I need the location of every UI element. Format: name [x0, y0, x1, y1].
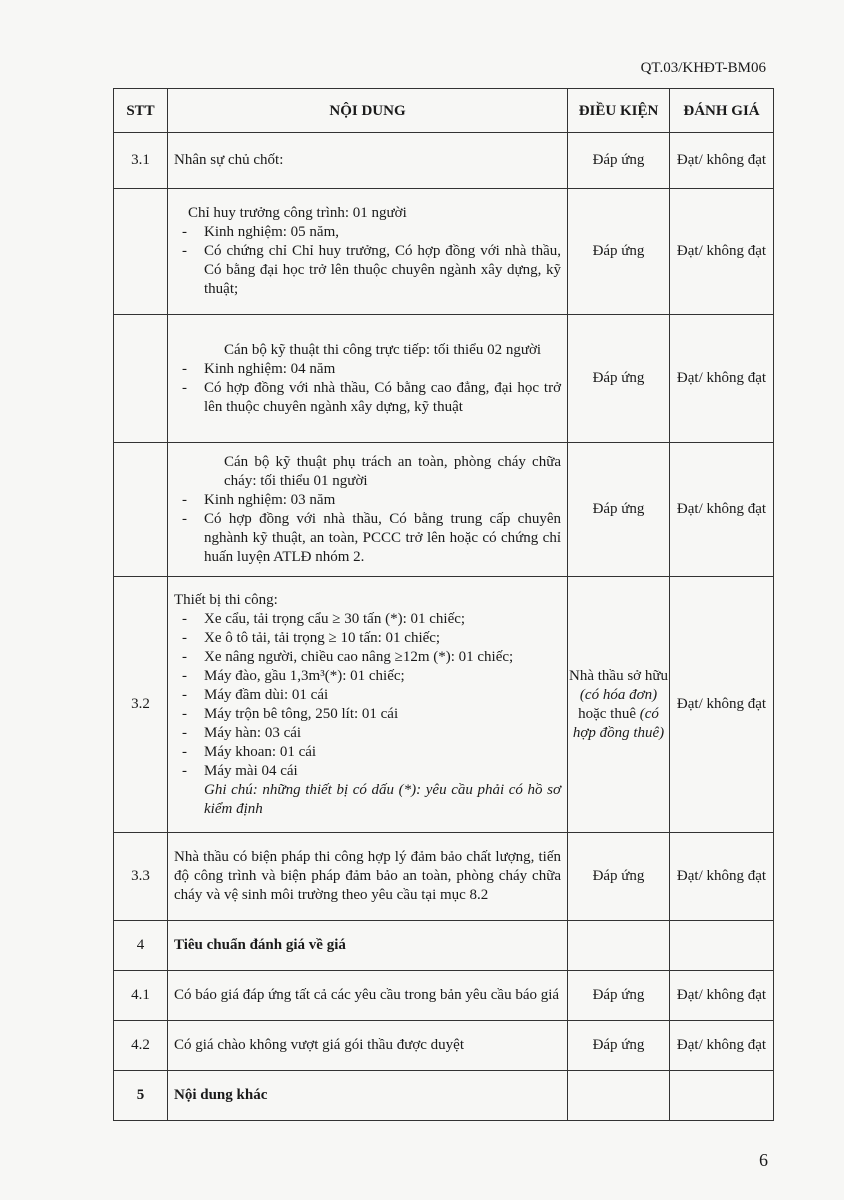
row-lead: Thiết bị thi công: [174, 591, 278, 608]
list-item: - Xe ô tô tải, tải trọng ≥ 10 tấn: 01 chiếc; [204, 629, 561, 648]
item-list [174, 223, 561, 299]
list-item: - Có chứng chỉ Chỉ huy trưởng, Có hợp đồng với nhà thầu, Có bằng đại học trở lên thuộc chuyên ngành xây dựng, kỹ thuật; [204, 242, 561, 299]
row-content [168, 1071, 568, 1121]
row-stt: 5 [114, 1071, 168, 1121]
table-row [114, 1021, 774, 1071]
row-lead: Cán bộ kỹ thuật thi công trực tiếp: tối thiểu 02 người [224, 341, 542, 358]
row-content [168, 921, 568, 971]
row-condition: Đáp ứng [568, 971, 670, 1021]
list-item: - Xe nâng người, chiều cao nâng ≥12m (*): 01 chiếc; [204, 648, 561, 667]
row-evaluation: Đạt/ không đạt [670, 133, 774, 189]
row-evaluation: Đạt/ không đạt [670, 443, 774, 577]
row-condition [568, 921, 670, 971]
row-stt: 4.2 [114, 1021, 168, 1071]
document-code: QT.03/KHĐT-BM06 [640, 60, 766, 76]
list-item: - Máy hàn: 03 cái [204, 724, 561, 743]
row-stt [114, 315, 168, 443]
table-row [114, 189, 774, 315]
list-item: - Máy đào, gầu 1,3m³(*): 01 chiếc; [204, 667, 561, 686]
condition-owned: Nhà thầu sở hữu [569, 667, 668, 684]
row-evaluation: Đạt/ không đạt [670, 189, 774, 315]
row-content [168, 315, 568, 443]
section-title: Nội dung khác [174, 1087, 268, 1103]
row-lead: Có báo giá đáp ứng tất cả các yêu cầu trong bản yêu cầu báo giá [174, 987, 560, 1003]
row-content [168, 189, 568, 315]
row-condition [568, 1071, 670, 1121]
list-item: - Máy trộn bê tông, 250 lít: 01 cái [204, 705, 561, 724]
condition-invoice: (có hóa đơn) [579, 686, 658, 703]
list-item: - Máy mài 04 cái [204, 762, 561, 781]
row-condition: Đáp ứng [568, 189, 670, 315]
table-row [114, 443, 774, 577]
row-lead: Có giá chào không vượt giá gói thầu được duyệt [174, 1037, 464, 1053]
row-stt: 4 [114, 921, 168, 971]
table-row [114, 1071, 774, 1121]
header-content: NỘI DUNG [168, 89, 568, 133]
row-evaluation [670, 1071, 774, 1121]
list-item: - Máy đầm dùi: 01 cái [204, 686, 561, 705]
row-stt [114, 189, 168, 315]
table-row [114, 577, 774, 833]
row-content [168, 577, 568, 833]
row-stt [114, 443, 168, 577]
row-condition: Đáp ứng [568, 833, 670, 921]
row-content [168, 133, 568, 189]
row-evaluation: Đạt/ không đạt [670, 315, 774, 443]
row-condition: Đáp ứng [568, 1021, 670, 1071]
list-item: - Kinh nghiệm: 03 năm [204, 491, 561, 510]
row-stt: 4.1 [114, 971, 168, 1021]
list-item: - Kinh nghiệm: 04 năm [204, 360, 561, 379]
table-row [114, 315, 774, 443]
row-evaluation: Đạt/ không đạt [670, 577, 774, 833]
list-item: - Có hợp đồng với nhà thầu, Có bằng cao đẳng, đại học trở lên thuộc chuyên ngành xây dựng, kỹ thuật [204, 379, 561, 417]
condition-contract: (có hợp đồng thuê) [572, 705, 665, 741]
item-list [174, 610, 561, 781]
table-row [114, 133, 774, 189]
list-item: - Xe cẩu, tải trọng cẩu ≥ 30 tấn (*): 01 chiếc; [204, 610, 561, 629]
row-content [168, 443, 568, 577]
item-list [174, 360, 561, 417]
row-stt: 3.3 [114, 833, 168, 921]
row-evaluation [670, 921, 774, 971]
condition-rent: hoặc thuê [578, 705, 636, 722]
header-evaluation: ĐÁNH GIÁ [670, 89, 774, 133]
table-header-row [114, 89, 774, 133]
row-evaluation: Đạt/ không đạt [670, 833, 774, 921]
row-lead: Nhà thầu có biện pháp thi công hợp lý đảm bảo chất lượng, tiến độ công trình và biện pháp đảm bảo an toàn, phòng cháy chữa cháy và vệ sinh môi trường theo yêu cầu tại mục 8.2 [174, 849, 561, 903]
row-content [168, 1021, 568, 1071]
page-number: 6 [759, 1150, 768, 1170]
table-row [114, 971, 774, 1021]
row-content [168, 833, 568, 921]
header-condition: ĐIỀU KIỆN [568, 89, 670, 133]
equipment-note: Ghi chú: những thiết bị có dấu (*): yêu cầu phải có hồ sơ kiểm định [204, 781, 561, 817]
row-lead: Cán bộ kỹ thuật phụ trách an toàn, phòng cháy chữa cháy: tối thiểu 01 người [224, 453, 561, 489]
list-item: - Máy khoan: 01 cái [204, 743, 561, 762]
header-stt: STT [114, 89, 168, 133]
list-item: - Kinh nghiệm: 05 năm, [204, 223, 561, 242]
row-lead: Nhân sự chủ chốt: [174, 152, 284, 168]
row-condition [568, 577, 670, 833]
row-content [168, 971, 568, 1021]
evaluation-table [113, 88, 774, 1121]
item-list [174, 491, 561, 567]
row-evaluation: Đạt/ không đạt [670, 1021, 774, 1071]
row-stt: 3.1 [114, 133, 168, 189]
row-condition: Đáp ứng [568, 443, 670, 577]
section-title: Tiêu chuẩn đánh giá về giá [174, 937, 346, 953]
table-row [114, 921, 774, 971]
row-condition: Đáp ứng [568, 133, 670, 189]
list-item: - Có hợp đồng với nhà thầu, Có bằng trung cấp chuyên nghành kỹ thuật, an toàn, PCCC trở lên hoặc có chứng chỉ huấn luyện ATLĐ nhóm 2. [204, 510, 561, 567]
table-row [114, 833, 774, 921]
row-lead: Chỉ huy trưởng công trình: 01 người [188, 205, 407, 221]
row-condition: Đáp ứng [568, 315, 670, 443]
row-evaluation: Đạt/ không đạt [670, 971, 774, 1021]
row-stt: 3.2 [114, 577, 168, 833]
